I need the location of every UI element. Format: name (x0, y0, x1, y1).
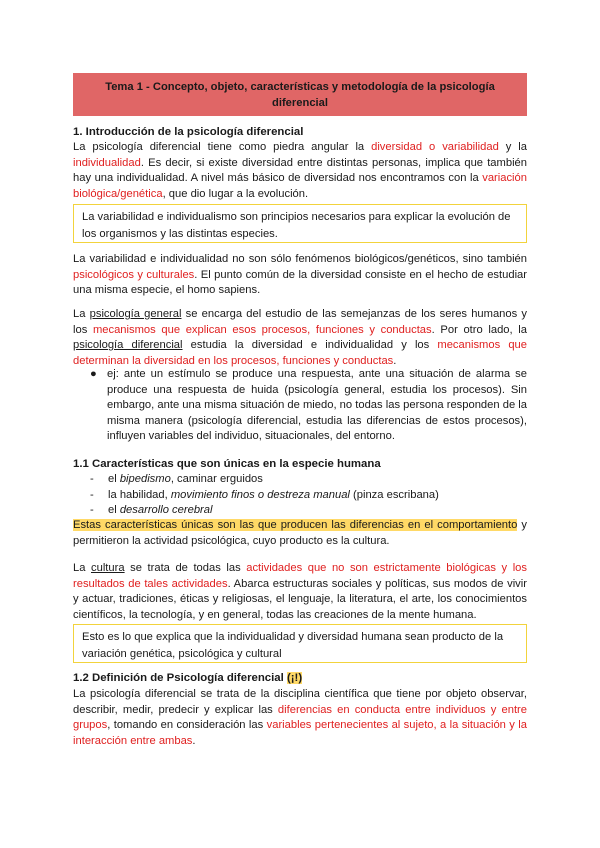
title-banner (73, 73, 527, 116)
callout-box-1: La variabilidad e individualismo son principios necesarios para explicar la evolución de los organismos y las distintas especies. (73, 204, 527, 243)
text-span: y la (498, 141, 527, 153)
list-item (90, 488, 439, 504)
culture-paragraph (73, 561, 527, 623)
text-span: La psicología diferencial tiene como piedra angular la (73, 141, 372, 153)
dash-marker: - (90, 504, 94, 516)
text-span: se encarga del estudio de las semejanzas de los seres humanos y los (73, 308, 527, 336)
definition-paragraph (73, 687, 527, 749)
text-span: la habilidad, (108, 489, 171, 501)
section-1-heading: 1. Introducción de la psicología diferencial (73, 126, 304, 138)
general-vs-differential-paragraph (73, 307, 527, 369)
text-span: el (108, 504, 120, 516)
title-line-1: Tema 1 - Concepto, objeto, características y metodología de la psicología (105, 81, 495, 93)
text-span: . Abarca estructuras sociales y políticas, sus modos de vivir y actuar, tradiciones, éticas y religiosas, el lenguaje, la literatura, el arte, los conocimientos científicos, la tecnología, y en general, todas las creaciones de la mente humana. (73, 577, 527, 621)
highlighted-text: Estas características únicas son las que producen las diferencias en el comportamiento (73, 519, 518, 531)
intro-paragraph (73, 140, 527, 202)
underlined-term: cultura (91, 562, 125, 574)
text-span: La (73, 308, 90, 320)
red-term: diversidad o variabilidad (371, 141, 499, 153)
text-span: . El punto común de la diversidad consiste en el hecho de estudiar una misma especie, el homo sapiens. (73, 268, 527, 297)
list-item (90, 472, 263, 488)
variability-paragraph (73, 252, 527, 299)
red-term: variables pertenecientes al sujeto, a la situación y la interacción entre ambas (73, 719, 527, 747)
italic-term: desarrollo cerebral (119, 504, 213, 516)
underlined-term: psicología general (89, 308, 182, 320)
heading-text: 1.2 Definición de Psicología diferencial (73, 672, 287, 684)
bullet-text: ej: ante un estímulo se produce una respuesta, ante una situación de alarma se produce una respuesta de huida (psicología general, estudia los procesos). Sin embargo, ante una misma situación de miedo, no todas las persona responden de la misma manera (psicología diferencial, estudia las diferencias de estos procesos), influyen variables del individuo, situacionales, del entorno. (107, 368, 527, 443)
bullet-dot-icon: ● (90, 368, 97, 380)
text-span: . (393, 354, 397, 367)
red-term: mecanismos que explican esos procesos, funciones y conductas (92, 323, 432, 336)
text-span: el (108, 473, 120, 485)
highlighted-mark: (¡!) (286, 672, 303, 684)
text-span: . Es decir, si existe diversidad entre distintas personas, implica que también hay una individualidad. A nivel más básico de diversidad nos encontramos con la (73, 156, 527, 185)
text-span: y permitieron la actividad psicológica, cuyo producto es la cultura. (73, 519, 527, 547)
underlined-term: psicología diferencial (73, 339, 183, 352)
text-span: . Por otro lado, la (431, 323, 527, 336)
italic-term: movimiento finos o destreza manual (170, 489, 350, 501)
text-span: . (192, 734, 196, 747)
text-span: estudia la diversidad e individualidad y los (182, 339, 438, 352)
red-term: diferencias en conducta entre individuos y entre grupos (73, 703, 528, 732)
text-span: La (73, 562, 91, 574)
text-span: La psicología diferencial se trata de la disciplina científica que tiene por objeto observar, describir, medir, predecir y explicar las (73, 688, 527, 716)
text-span: La variabilidad e individualidad no son sólo fenómenos biológicos/genéticos, sino también (73, 253, 527, 265)
example-bullet (90, 367, 527, 445)
red-term: individualidad (73, 156, 141, 169)
callout-box-2: Esto es lo que explica que la individualidad y diversidad humana sean producto de la variación genética, psicológica y cultural (73, 624, 527, 663)
text-span: se trata de todas las (124, 562, 247, 574)
dash-marker: - (90, 489, 94, 501)
title-line-2: diferencial (272, 97, 328, 109)
red-term: variación biológica/genética (73, 172, 527, 200)
text-span: , que dio lugar a la evolución. (162, 187, 309, 200)
section-1-2-heading (73, 671, 302, 686)
red-term: mecanismos que determinan la diversidad en los procesos, funciones y conductas (73, 339, 527, 367)
text-span: (pinza escribana) (349, 489, 439, 501)
red-term: actividades que no son estrictamente biológicas y los resultados de tales actividades (73, 562, 527, 590)
dash-marker: - (90, 473, 94, 485)
red-term: psicológicos y culturales (73, 268, 195, 281)
text-span: , caminar erguidos (170, 473, 263, 485)
italic-term: bipedismo (119, 473, 171, 485)
text-span: , tomando en consideración las (107, 719, 267, 732)
section-1-1-heading: 1.1 Características que son únicas en la especie humana (73, 458, 381, 470)
list-item (90, 503, 212, 519)
unique-traits-paragraph (73, 518, 527, 549)
